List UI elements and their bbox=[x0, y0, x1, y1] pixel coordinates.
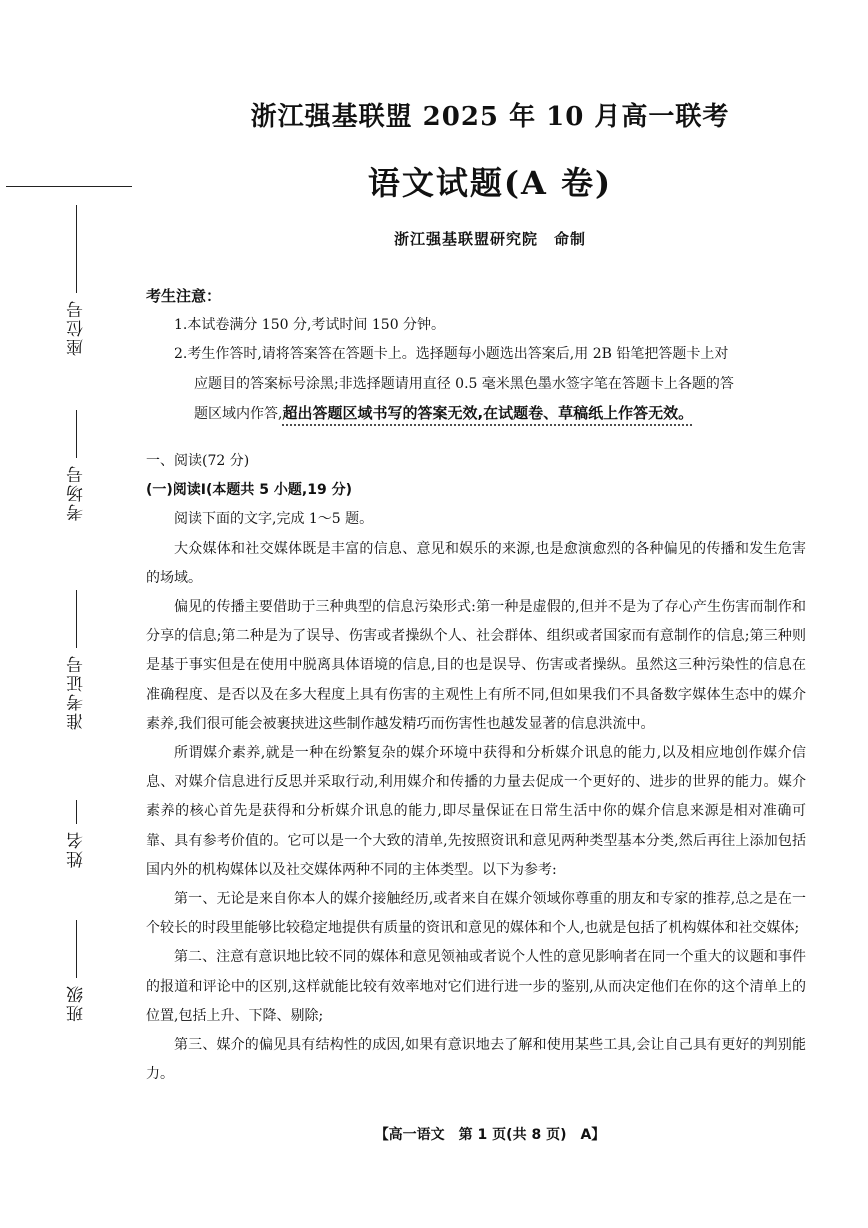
admission-number-blank bbox=[76, 590, 77, 648]
class-blank bbox=[76, 920, 77, 978]
passage-paragraph-3: 所谓媒介素养,就是一种在纷繁复杂的媒介环境中获得和分析媒介讯息的能力,以及相应地创作媒介信息、对媒介信息进行反思并采取行动,利用媒介和传播的力量去促成一个更好的、进步的世界的能力。媒介素养的核心首先是获得和分析媒介讯息的能力,即尽量保证在日常生活中你的媒介信息来源是相对准确可靠、具有参考价值的。它可以是一个大致的清单,先按照资讯和意见两种类型基本分类,然后再往上添加包括国内外的机构媒体以及社交媒体两种不同的主体类型。以下为参考: bbox=[146, 745, 806, 878]
class-label: 班级 bbox=[66, 984, 87, 1022]
passage-paragraph-4: 第一、无论是来自你本人的媒介接触经历,或者来自在媒介领域你尊重的朋友和专家的推荐,总之是在一个较长的时段里能够比较稳定地提供有质量的资讯和意见的媒体和个人,也就是包括了机构媒体和社交媒体; bbox=[146, 891, 806, 937]
notice-item-2-line3-text: 题区域内作答, bbox=[194, 405, 283, 422]
exam-title: 浙江强基联盟 2025 年 10 月高一联考 bbox=[250, 102, 730, 132]
section-heading: 一、阅读(72 分) bbox=[146, 453, 250, 470]
passage-paragraph-5: 第二、注意有意识地比较不同的媒体和意见领袖或者说个人性的意见影响者在同一个重大的议题和事件的报道和评论中的区别,这样就能比较有效率地对它们进行进一步的鉴别,从而决定他们在你的这个清单上的位置,包括上升、下降、剔除; bbox=[146, 949, 806, 1024]
seat-number-blank bbox=[76, 205, 77, 293]
exam-content bbox=[146, 282, 806, 1089]
exam-subtitle: 语文试题(A 卷) bbox=[367, 164, 613, 202]
name-label: 姓名 bbox=[66, 830, 87, 868]
passage-paragraph-2: 偏见的传播主要借助于三种典型的信息污染形式:第一种是虚假的,但并不是为了存心产生伤害而制作和分享的信息;第二种是为了误导、伤害或者操纵个人、社会群体、组织或者国家而有意制作的信息;第三种则是基于事实但是在使用中脱离具体语境的信息,目的也是误导、伤害或者操纵。虽然这三种污染性的信息在准确程度、是否以及在多大程度上具有伤害的主观性上有所不同,但如果我们不具备数字媒体生态中的媒介素养,我们很可能会被裹挟进这些制作越发精巧而伤害性也越发显著的信息洪流中。 bbox=[146, 599, 806, 732]
name-blank bbox=[76, 800, 77, 824]
notice-item-2 bbox=[146, 340, 806, 429]
admission-number-field bbox=[60, 590, 92, 730]
exam-room-blank bbox=[76, 410, 77, 458]
notice-emphasis: 超出答题区域书写的答案无效,在试题卷、草稿纸上作答无效。 bbox=[282, 403, 694, 422]
passage-paragraph-6: 第三、媒介的偏见具有结构性的成因,如果有意识地去了解和使用某些工具,会让自己具有更好的判别能力。 bbox=[146, 1037, 806, 1083]
notice-item-1-text: 1.本试卷满分 150 分,考试时间 150 分钟。 bbox=[174, 317, 446, 334]
section-subheading: (一)阅读Ⅰ(本题共 5 小题,19 分) bbox=[146, 482, 352, 499]
admission-number-label: 准考证号 bbox=[66, 654, 87, 730]
passage-paragraph-1: 大众媒体和社交媒体既是丰富的信息、意见和娱乐的来源,也是愈演愈烈的各种偏见的传播和发生危害的场域。 bbox=[146, 540, 806, 586]
exam-producer: 浙江强基联盟研究院 命制 bbox=[393, 230, 586, 248]
seat-number-field bbox=[60, 205, 92, 356]
notice-item-2-line2: 应题目的答案标号涂黑;非选择题请用直径 0.5 毫米黑色墨水签字笔在答题卡上各题的答 bbox=[194, 375, 734, 392]
binding-margin bbox=[0, 0, 112, 1228]
name-field bbox=[60, 800, 92, 868]
class-field bbox=[60, 920, 92, 1022]
exam-room-label: 考场号 bbox=[66, 464, 87, 521]
exam-room-field bbox=[60, 410, 92, 521]
notice-item-2-line1: 2.考生作答时,请将答案答在答题卡上。选择题每小题选出答案后,用 2B 铅笔把答题卡上对 bbox=[174, 346, 729, 363]
seat-number-label: 座位号 bbox=[66, 299, 87, 356]
page-footer: 【高一语文 第 1 页(共 8 页) A】 bbox=[374, 1127, 606, 1143]
notice-item-1 bbox=[146, 311, 806, 340]
notice-item-2-line3 bbox=[176, 399, 806, 429]
reading-instruction: 阅读下面的文字,完成 1～5 题。 bbox=[174, 511, 374, 528]
notice-title: 考生注意： bbox=[146, 287, 222, 305]
